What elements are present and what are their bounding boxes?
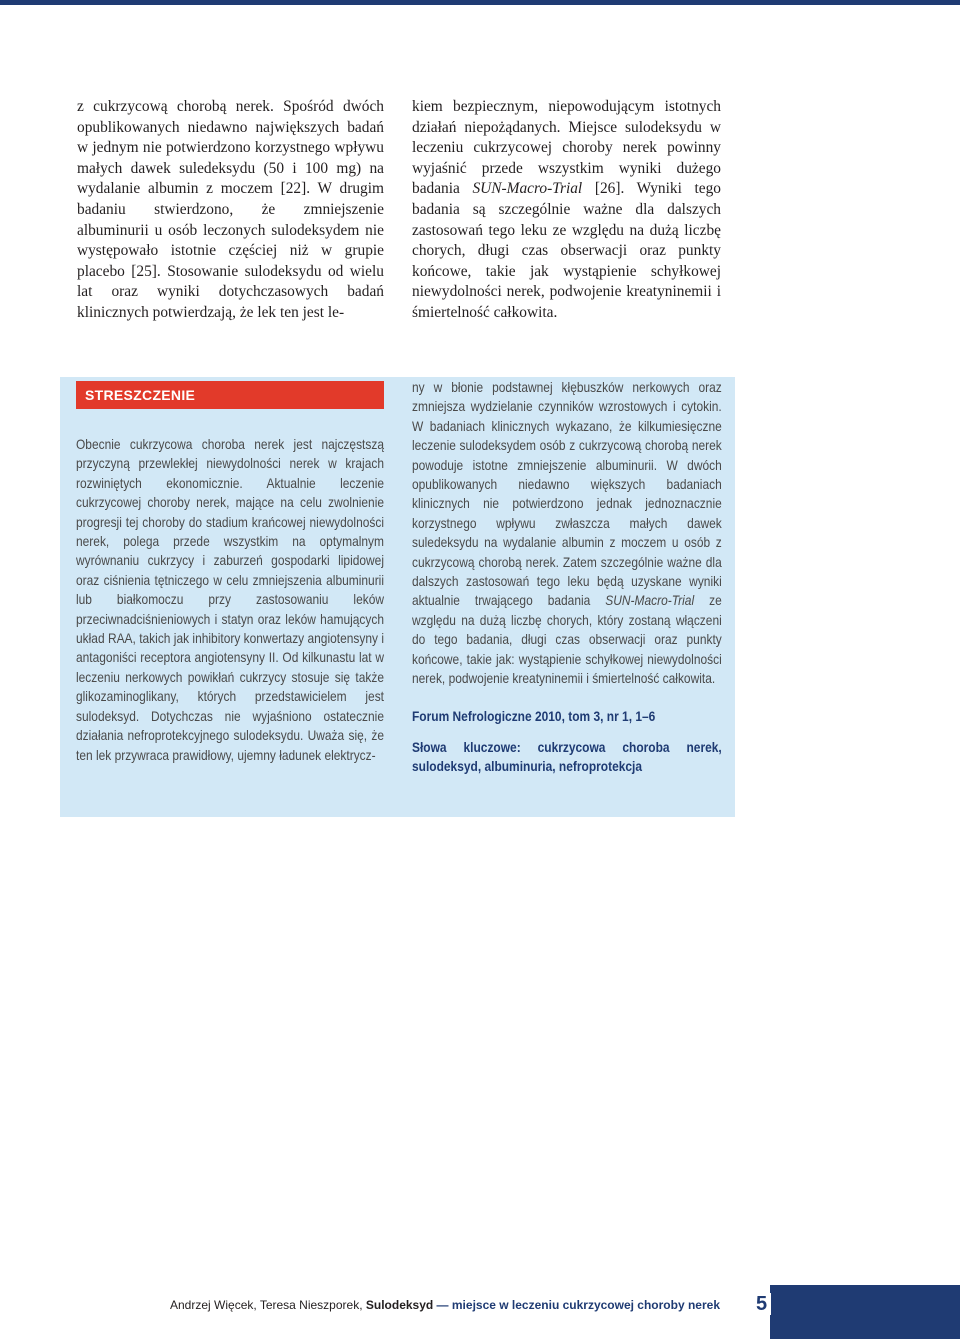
journal-citation: Forum Nefrologiczne 2010, tom 3, nr 1, 1–6 <box>412 708 656 724</box>
footer-title-rest: — miejsce w leczeniu cukrzycowej choroby nerek <box>433 1298 720 1312</box>
abstract-paragraph <box>412 378 722 689</box>
trial-name: SUN-Macro-Trial <box>605 593 695 609</box>
top-accent-bar <box>0 0 960 5</box>
body-text: [26]. Wyniki tego badania są szczególnie ważne dla dalszych zastosowań tego leku ze względu na dużą liczbę chorych, długi czas obserwacji oraz punkty końcowe, takie jak wystąpienie schyłkowej niewydolności nerek, podwojenie kreatyninemii i śmiertelność całkowita. <box>412 180 721 321</box>
abstract-text: ny w błonie podstawnej kłębuszków nerkowych oraz zmniejsza wydzielanie czynników wzrostowych i cytokin. W badaniach klinicznych wykazano, że kilkumiesięczne leczenie sulodeksydem osób z cukrzycową chorobą nerek powoduje istotne zmniejszenie albuminurii. W dwóch opublikowanych niedawno większych badaniach klinicznych nie potwierdzono jednak jednoznacznie korzystnego wpływu zwłaszcza małych dawek suledeksydu na wydalanie albumin z moczem u osób z cukrzycową chorobą nerek. Zatem szczególnie ważne dla dalszych zastosowań tego leku będą uzyskane wyniki aktualnie trwającego badania <box>412 380 722 609</box>
abstract-column-left <box>76 435 384 765</box>
page-number-block <box>750 1285 960 1339</box>
body-text: kiem bezpiecznym, niepowodującym istotnych działań niepożądanych. Miejsce sulodeksydu w leczeniu cukrzycowej choroby nerek powinny wyjaśnić przede wszystkim wyniki dużego badania <box>412 98 721 198</box>
keywords: Słowa kluczowe: cukrzycowa choroba nerek, sulodeksyd, albuminuria, nefroprotekcja <box>412 739 722 775</box>
page-number: 5 <box>756 1293 771 1315</box>
footer-authors: Andrzej Więcek, Teresa Nieszporek, <box>170 1298 366 1312</box>
footer-title-bold: Sulodeksyd <box>365 1298 434 1312</box>
abstract-column-right <box>412 378 722 777</box>
abstract-text: ze względu na dużą liczbę chorych, który zostaną włączeni do tego badania, długi czas obserwacji oraz punkty końcowe, takie jak: wystąpienie schyłkowej niewydolności nerek, podwojenie kreatyninemii i śmiertelność całkowita. <box>412 593 722 687</box>
body-column-left <box>77 97 384 324</box>
abstract-title: STRESZCZENIE <box>76 381 384 409</box>
trial-name: SUN-Macro-Trial <box>472 180 583 198</box>
abstract-box <box>60 377 735 817</box>
body-paragraph <box>412 97 721 324</box>
body-column-right <box>412 97 721 324</box>
abstract-paragraph: Obecnie cukrzycowa choroba nerek jest najczęstszą przyczyną przewlekłej niewydolności nerek w krajach rozwiniętych ekonomicznie. Aktualnie leczenie cukrzycowej choroby nerek, mające na celu zwolnienie progresji tej choroby do stadium krańcowej niewydolności nerek, polega przede wszystkim na optymalnym wyrównaniu cukrzycy i zaburzeń gospodarki lipidowej oraz ciśnienia tętniczego w celu zmniejszenia albuminurii lub białkomoczu przy zastosowaniu leków przeciwnadciśnieniowych i statyn oraz leków hamujących układ RAA, takich jak inhibitory konwertazy angiotensyny i antagoniści receptora angiotensyny II. Od kilkunastu lat w leczeniu nerkowych powikłań cukrzycy stosuje się także glikozaminoglikany, których przedstawicielem jest sulodeksyd. Dotychczas nie wyjaśniono ostatecznie działania nefroprotekcyjnego sulodeksydu. Uważa się, że ten lek przywraca prawidłowy, ujemny ładunek elektrycz- <box>76 437 384 763</box>
body-paragraph: z cukrzycową chorobą nerek. Spośród dwóch opublikowanych niedawno największych badań w jednym nie potwierdzono korzystnego wpływu małych dawek suledeksydu (50 i 100 mg) na wydalanie albumin z moczem [22]. W drugim badaniu stwierdzono, że zmniejszenie albuminurii u osób leczonych sulodeksydem nie występowało istotnie częściej niż w grupie placebo [25]. Stosowanie sulodeksydu od wielu lat oraz wyniki dotychczasowych badań klinicznych potwierdzają, że lek ten jest le- <box>77 98 384 321</box>
running-footer <box>170 1298 720 1312</box>
